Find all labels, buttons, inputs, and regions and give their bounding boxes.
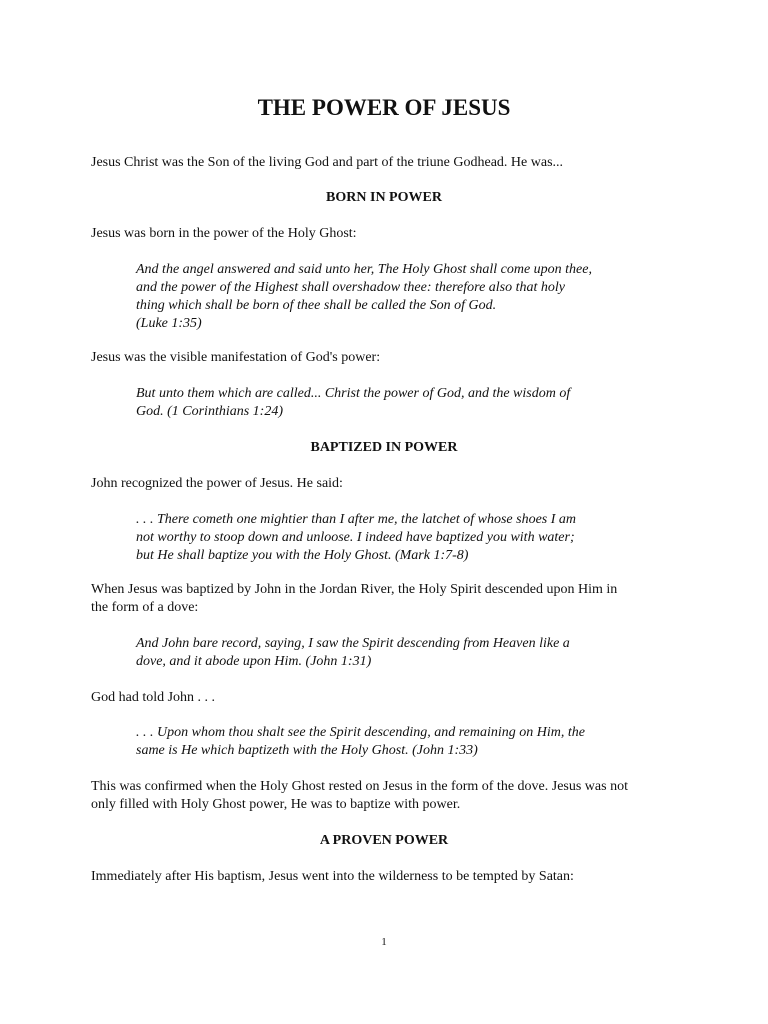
paragraph — [91, 778, 691, 814]
quote-line: same is He which baptizeth with the Holy Ghost. (John 1:33) — [136, 743, 478, 758]
paragraph-line: Jesus was the visible manifestation of God's power: — [91, 350, 381, 365]
quote-line: God. (1 Corinthians 1:24) — [136, 404, 283, 419]
quote-line: (Luke 1:35) — [136, 316, 202, 331]
paragraph-line: only filled with Holy Ghost power, He was to baptize with power. — [91, 797, 461, 812]
section-heading-born-in-power: BORN IN POWER — [326, 190, 442, 205]
paragraph-line: Jesus was born in the power of the Holy Ghost: — [91, 226, 357, 241]
quote-line: . . . Upon whom thou shalt see the Spirit descending, and remaining on Him, the — [136, 725, 585, 740]
paragraph-line: John recognized the power of Jesus. He said: — [91, 476, 343, 491]
paragraph-line: Immediately after His baptism, Jesus went into the wilderness to be tempted by Satan: — [91, 869, 574, 884]
paragraph-line: This was confirmed when the Holy Ghost rested on Jesus in the form of the dove. Jesus was not — [91, 779, 628, 794]
paragraph-line: When Jesus was baptized by John in the Jordan River, the Holy Spirit descended upon Him in — [91, 582, 618, 597]
quote-line: . . . There cometh one mightier than I after me, the latchet of whose shoes I am — [136, 512, 577, 527]
quote-line: thing which shall be born of thee shall be called the Son of God. — [136, 298, 497, 313]
quote-line: But unto them which are called... Christ the power of God, and the wisdom of — [136, 386, 571, 401]
document-title: THE POWER OF JESUS — [257, 95, 511, 120]
quote-line: And John bare record, saying, I saw the Spirit descending from Heaven like a — [136, 636, 570, 651]
scripture-quote-john-1-31 — [136, 635, 656, 671]
quote-line: not worthy to stoop down and unloose. I indeed have baptized you with water; — [136, 530, 575, 545]
scripture-quote-john-1-33 — [136, 724, 656, 760]
scripture-quote-luke-1-35 — [136, 261, 656, 333]
paragraph — [91, 868, 691, 886]
paragraph — [91, 225, 691, 243]
paragraph-line: the form of a dove: — [91, 600, 199, 615]
paragraph — [91, 581, 691, 617]
paragraph — [91, 349, 691, 367]
paragraph-line: God had told John . . . — [91, 690, 216, 705]
scripture-quote-mark-1-7-8 — [136, 511, 656, 565]
paragraph-line: Jesus Christ was the Son of the living God and part of the triune Godhead. He was... — [91, 155, 564, 170]
section-heading-a-proven-power: A PROVEN POWER — [319, 833, 449, 848]
paragraph — [91, 475, 691, 493]
intro-paragraph — [91, 154, 691, 172]
paragraph — [91, 689, 691, 707]
section-heading-baptized-in-power: BAPTIZED IN POWER — [310, 440, 458, 455]
page-number: 1 — [381, 936, 387, 948]
quote-line: And the angel answered and said unto her, The Holy Ghost shall come upon thee, — [136, 262, 592, 277]
scripture-quote-1-corinthians-1-24 — [136, 385, 656, 421]
quote-line: and the power of the Highest shall overshadow thee: therefore also that holy — [136, 280, 566, 295]
quote-line: dove, and it abode upon Him. (John 1:31) — [136, 654, 372, 669]
quote-line: but He shall baptize you with the Holy Ghost. (Mark 1:7-8) — [136, 548, 469, 563]
